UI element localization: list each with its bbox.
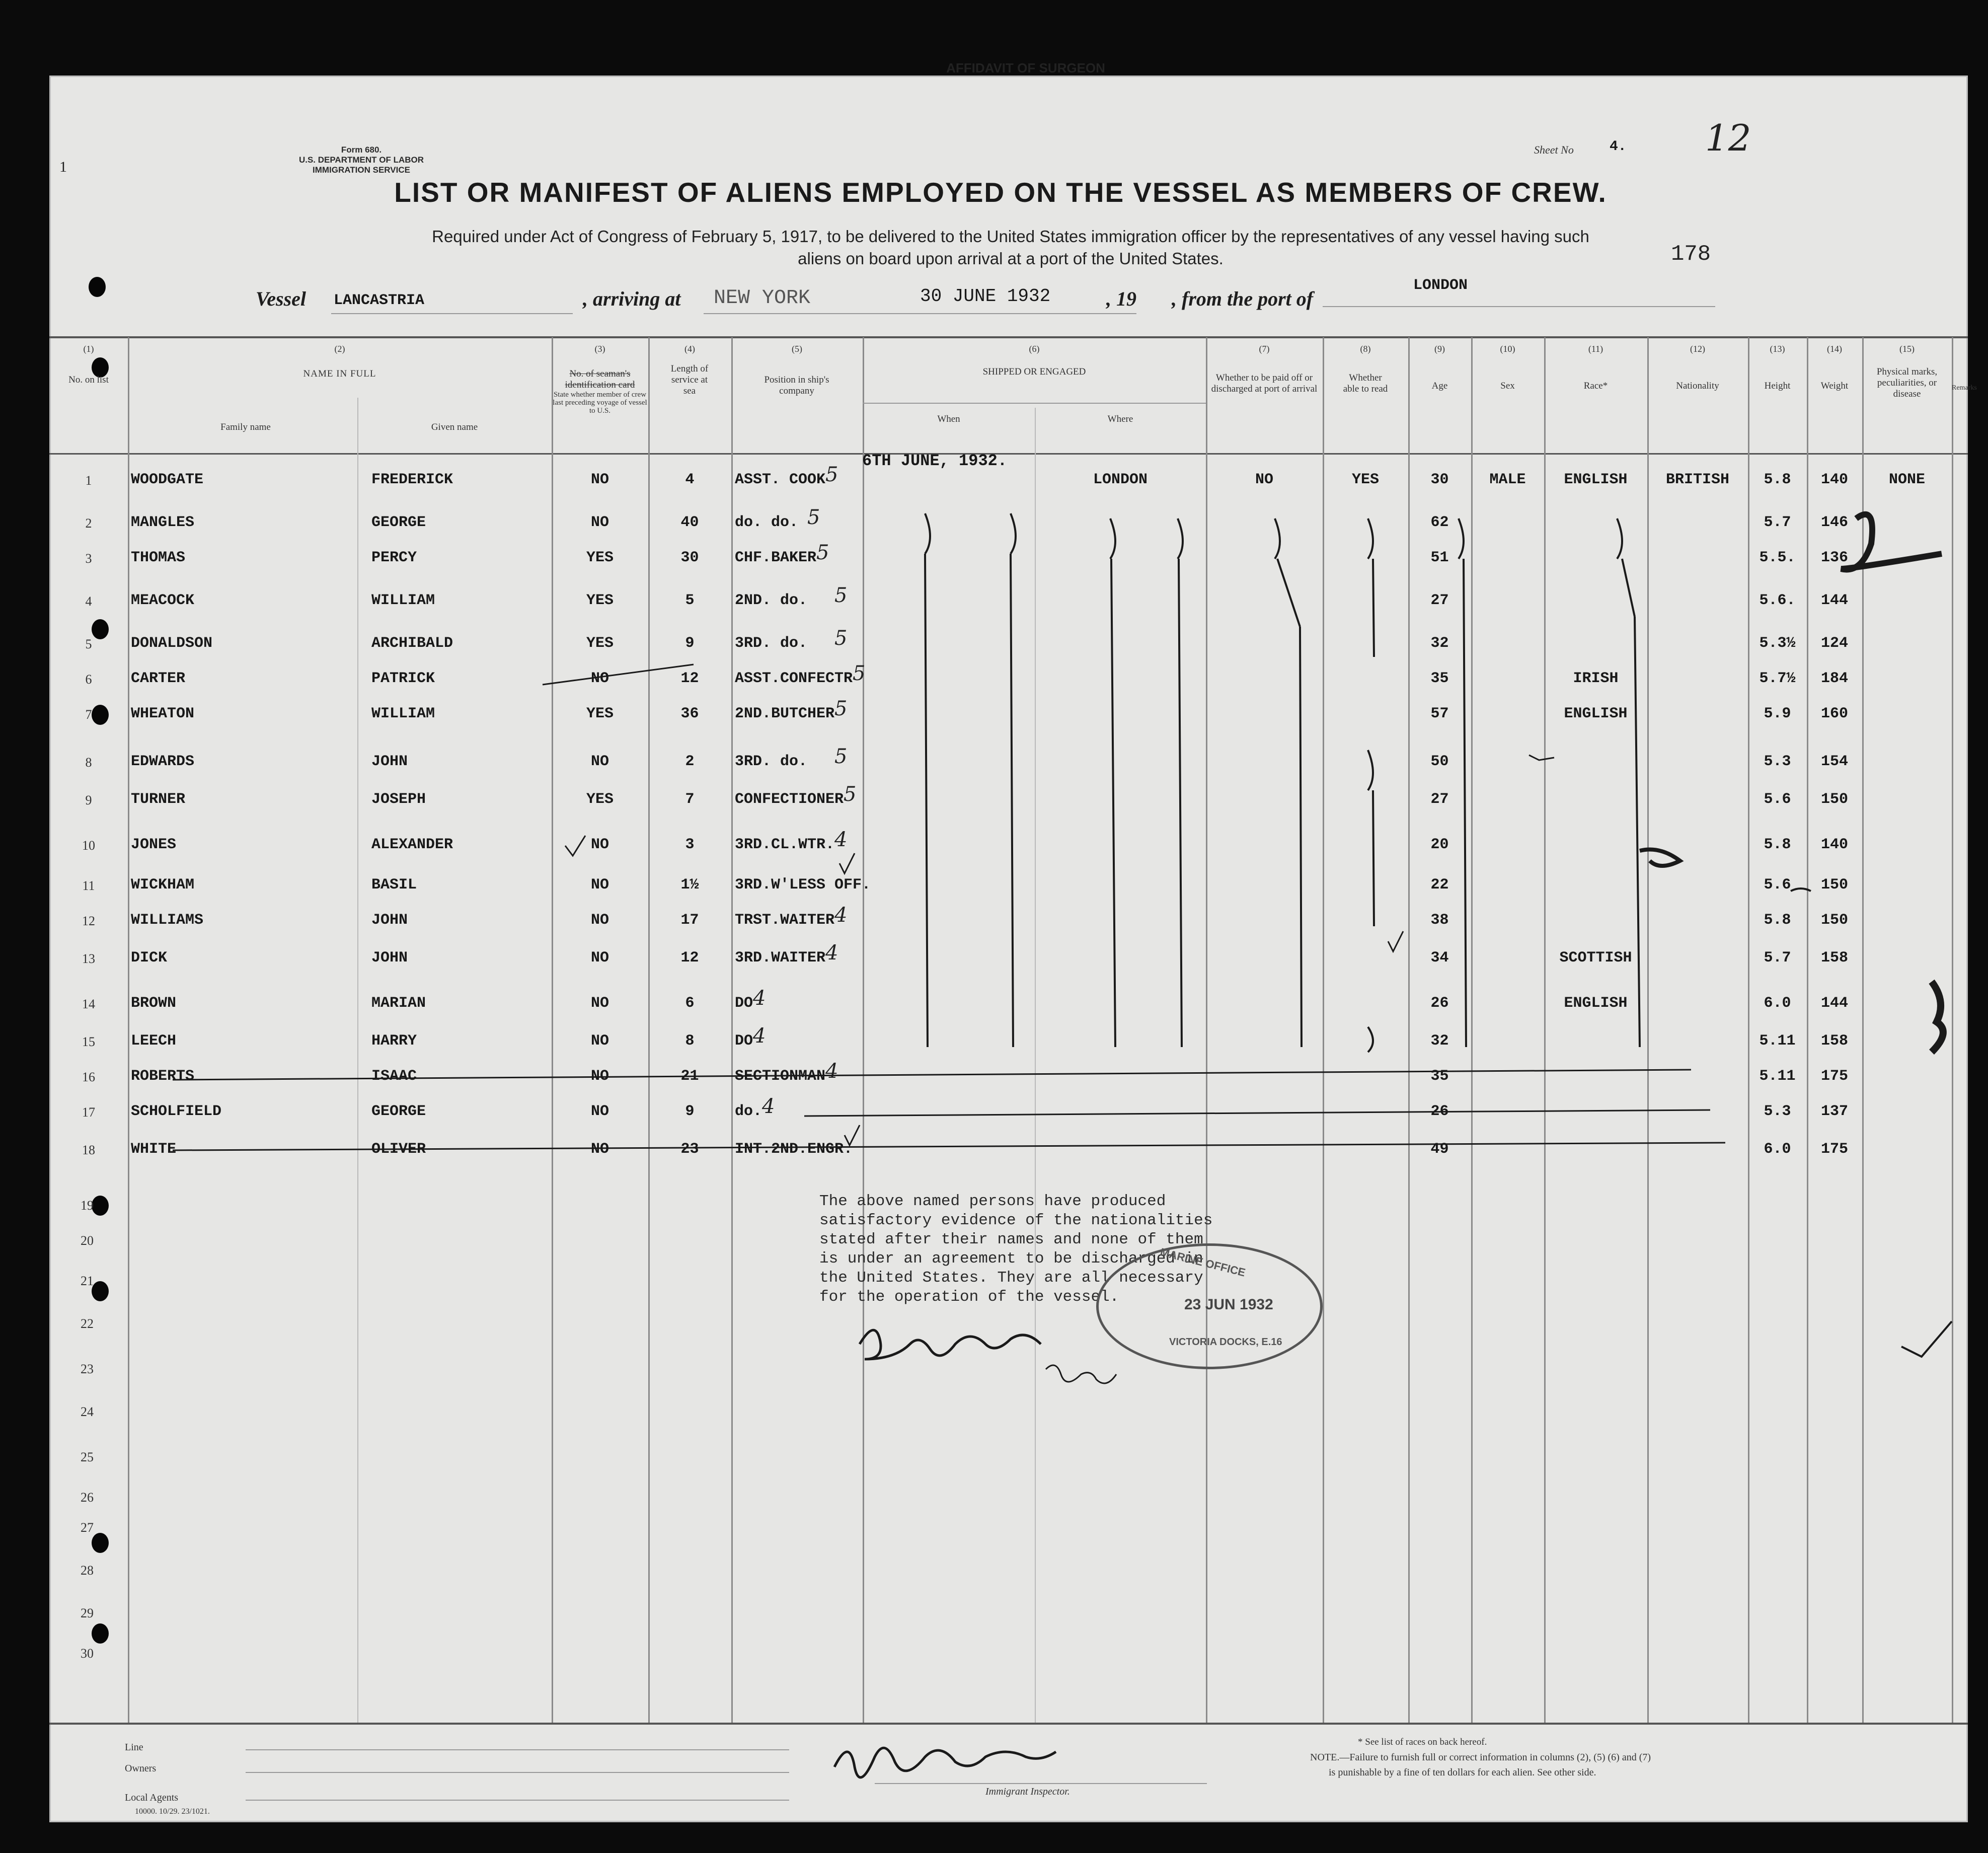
ditto-when-column [925, 513, 930, 1047]
age: 32 [1430, 1032, 1449, 1050]
ink-blot [1640, 850, 1680, 866]
given-name: MARIAN [371, 995, 426, 1012]
empty-line-number: 30 [81, 1646, 94, 1661]
position-mark: 5 [807, 506, 820, 529]
given-name: FREDERICK [371, 471, 453, 488]
family-name: LEECH [131, 1032, 177, 1050]
height: 6.0 [1764, 1141, 1791, 1158]
arrival-date: 30 JUNE 1932 [920, 286, 1051, 307]
height: 5.8 [1764, 912, 1791, 929]
weight: 150 [1820, 912, 1848, 929]
previous-voyage: NO [590, 876, 609, 894]
weight: 140 [1820, 471, 1848, 488]
weight: 154 [1820, 753, 1848, 770]
line-number: 17 [82, 1105, 95, 1120]
position-mark: 4 [834, 828, 848, 851]
previous-voyage: YES [586, 791, 614, 808]
previous-voyage: NO [590, 471, 609, 488]
length-of-service: 12 [680, 949, 699, 967]
physical-marks: NONE [1888, 471, 1925, 488]
family-name: CARTER [131, 670, 186, 687]
form-identifier: Form 680. U.S. DEPARTMENT OF LABOR IMMIGRATION SERVICE [298, 145, 424, 175]
empty-line-number: 22 [81, 1316, 94, 1331]
ditto-nationality-column [1459, 518, 1466, 1047]
length-of-service: 5 [685, 592, 695, 609]
given-name: OLIVER [371, 1141, 426, 1158]
height: 5.6. [1759, 592, 1796, 609]
family-name: MEACOCK [131, 592, 195, 609]
height: 5.11 [1759, 1032, 1796, 1050]
given-name: HARRY [371, 1032, 417, 1050]
col9-header: (9) Age [1431, 344, 1448, 391]
family-name: DICK [131, 949, 168, 967]
length-of-service: 8 [685, 1032, 695, 1050]
age: 49 [1430, 1141, 1449, 1158]
col11-header: (11) Race* [1583, 344, 1608, 391]
col5-header: (5) Position in ship's company [764, 344, 829, 396]
weight: 136 [1820, 549, 1848, 566]
line-number: 8 [85, 755, 92, 770]
given-name: ALEXANDER [371, 836, 453, 853]
age: 26 [1430, 1103, 1449, 1120]
col7-header: (7) Whether to be paid off or discharged at port of arrival [1211, 344, 1318, 394]
penalty-note-1: NOTE.—Failure to furnish full or correct information in columns (2), (5) (6) and (7) [1310, 1752, 1651, 1763]
previous-voyage: YES [586, 549, 614, 566]
races-note: * See list of races on back hereof. [1358, 1737, 1487, 1747]
given-name: PATRICK [371, 670, 435, 687]
empty-line-number: 29 [81, 1606, 94, 1620]
check-mark [1901, 1321, 1952, 1357]
weight: 160 [1820, 705, 1848, 722]
year-label: , 19 [1106, 287, 1136, 310]
check-mark [839, 853, 855, 873]
col14-header: (14) Weight [1820, 344, 1849, 391]
col2b-header: Given name [431, 422, 478, 432]
family-name: SCHOLFIELD [131, 1103, 222, 1120]
previous-voyage: YES [586, 592, 614, 609]
ditto-paid-column [1110, 518, 1115, 1047]
empty-line-number: 23 [81, 1362, 94, 1376]
length-of-service: 36 [680, 705, 699, 722]
age: 50 [1430, 753, 1449, 770]
line-number: 2 [85, 516, 92, 531]
page-title: LIST OR MANIFEST OF ALIENS EMPLOYED ON THE VESSEL AS MEMBERS OF CREW. [394, 177, 1607, 208]
corner-number: 12 [1705, 117, 1751, 159]
footer-agents-label: Local Agents [125, 1792, 179, 1803]
height: 5.6 [1764, 876, 1791, 894]
height: 5.7 [1764, 949, 1791, 967]
departure-port: LONDON [1413, 277, 1468, 294]
empty-line-number: 21 [81, 1274, 94, 1288]
nationality: BRITISH [1665, 471, 1730, 488]
length-of-service: 17 [680, 912, 699, 929]
age: 35 [1430, 1068, 1449, 1085]
position-mark: 5 [834, 584, 848, 607]
height: 5.11 [1759, 1068, 1796, 1085]
weight: 144 [1820, 995, 1848, 1012]
race: ENGLISH [1564, 471, 1628, 488]
family-name: TURNER [131, 791, 186, 808]
position: INT.2ND.ENGR. [735, 1141, 853, 1158]
col6b-header: Where [1107, 414, 1133, 424]
length-of-service: 21 [680, 1068, 699, 1085]
previous-voyage: NO [590, 836, 609, 853]
shipped-where: LONDON [1093, 471, 1148, 488]
family-name: WICKHAM [131, 876, 195, 894]
family-name: WILLIAMS [131, 912, 204, 929]
line-number: 6 [85, 672, 92, 687]
empty-line-number: 28 [81, 1563, 94, 1578]
previous-voyage: NO [590, 949, 609, 967]
position: 2ND. do. [735, 592, 808, 609]
length-of-service: 2 [685, 753, 695, 770]
ditto-read-column [1178, 518, 1183, 1047]
empty-line-number: 19 [81, 1198, 94, 1213]
line-number: 13 [82, 951, 95, 966]
position-mark: 4 [834, 904, 848, 927]
arriving-port: NEW YORK [714, 287, 811, 310]
age: 62 [1430, 514, 1449, 531]
sheet-label: Sheet No [1534, 143, 1574, 156]
previous-voyage: NO [590, 670, 609, 687]
certification-block: The above named persons have produced satisfactory evidence of the nationalities stated after their names and none of them is under an agreement to be discharged in the United States. They are all necessary for the operation of the vessel. [819, 1193, 1213, 1306]
ditto-race-column-2 [1368, 750, 1374, 926]
strike-row-17 [804, 1110, 1710, 1116]
position: 3RD. do. [735, 753, 808, 770]
inspector-label: Immigrant Inspector. [985, 1786, 1070, 1797]
weight: 140 [1820, 836, 1848, 853]
height: 5.3 [1764, 1103, 1791, 1120]
position-mark: 5 [844, 783, 857, 806]
position: CONFECTIONER [735, 791, 844, 808]
position: ASST. COOK [735, 471, 826, 488]
length-of-service: 3 [685, 836, 695, 853]
line-number: 7 [85, 707, 92, 722]
previous-voyage: NO [590, 1103, 609, 1120]
empty-line-number: 20 [81, 1233, 94, 1248]
handwriting-overlay [49, 76, 1977, 1822]
previous-voyage: YES [586, 635, 614, 652]
position: 2ND.BUTCHER [735, 705, 835, 722]
line-number: 5 [85, 637, 92, 651]
age: 34 [1430, 949, 1449, 967]
family-name: JONES [131, 836, 177, 853]
given-name: BASIL [371, 876, 417, 894]
previous-voyage: YES [586, 705, 614, 722]
line-number: 10 [82, 838, 95, 853]
height: 5.6 [1764, 791, 1791, 808]
sheet-number: 4. [1610, 139, 1627, 155]
given-name: JOHN [371, 912, 408, 929]
height: 5.9 [1764, 705, 1791, 722]
line-number: 1 [85, 473, 92, 488]
given-name: WILLIAM [371, 705, 435, 722]
weight: 146 [1820, 514, 1848, 531]
empty-line-number: 24 [81, 1404, 94, 1419]
length-of-service: 40 [680, 514, 699, 531]
position-mark: 5 [825, 463, 838, 486]
weight: 158 [1820, 1032, 1848, 1050]
footer-line-label: Line [125, 1742, 143, 1753]
position: 3RD.W'LESS OFF. [735, 876, 871, 894]
position-mark: 4 [753, 1024, 766, 1048]
line-number: 16 [82, 1070, 95, 1084]
family-name: EDWARDS [131, 753, 195, 770]
length-of-service: 1½ [680, 876, 699, 894]
master-signature [860, 1330, 1041, 1359]
weight: 175 [1820, 1141, 1848, 1158]
length-of-service: 7 [685, 791, 695, 808]
position: do. do. [735, 514, 799, 531]
length-of-service: 12 [680, 670, 699, 687]
height: 5.3 [1764, 753, 1791, 770]
race: ENGLISH [1564, 995, 1628, 1012]
age: 27 [1430, 592, 1449, 609]
length-of-service: 9 [685, 1103, 695, 1120]
inspector-signature [834, 1748, 1056, 1777]
length-of-service: 23 [680, 1141, 699, 1158]
given-name: GEORGE [371, 1103, 426, 1120]
ink-mark [1791, 888, 1811, 891]
given-name: PERCY [371, 549, 417, 566]
previous-voyage: NO [590, 912, 609, 929]
col2-header: (2) NAME IN FULL [303, 344, 376, 379]
empty-line-number: 27 [81, 1520, 94, 1535]
col15-header: (15) Physical marks, peculiarities, or disease [1876, 344, 1938, 399]
manifest-sheet [49, 60, 1977, 1822]
shipped-when: 6TH JUNE, 1932. [862, 452, 1008, 470]
position-mark: 4 [753, 987, 766, 1010]
empty-line-number: 26 [81, 1490, 94, 1505]
position: DO [735, 995, 753, 1012]
weight: 150 [1820, 791, 1848, 808]
previous-voyage: NO [590, 514, 609, 531]
weight: 184 [1820, 670, 1848, 687]
line-number: 12 [82, 914, 95, 928]
line-number: 4 [85, 594, 92, 609]
col3-header: (3) No. of seaman's identification card State whether member of crew last preceding voyage of vessel to U.S. [553, 344, 647, 415]
given-name: JOHN [371, 949, 408, 967]
given-name: ISAAC [371, 1068, 417, 1085]
family-name: MANGLES [131, 514, 195, 531]
height: 5.7 [1764, 514, 1791, 531]
check-mark [565, 836, 585, 856]
paid-off: NO [1255, 471, 1273, 488]
family-name: WHEATON [131, 705, 195, 722]
prev-strike [543, 664, 694, 685]
vessel-label: Vessel [256, 287, 306, 310]
given-name: ARCHIBALD [371, 635, 453, 652]
strike-row-18 [173, 1143, 1725, 1150]
left-mark: 1 [59, 159, 67, 175]
height: 5.5. [1759, 549, 1796, 566]
col13-header: (13) Height [1764, 344, 1791, 391]
col8-header: (8) Whether able to read [1343, 344, 1388, 394]
position-mark: 5 [853, 662, 866, 685]
race: ENGLISH [1564, 705, 1628, 722]
previous-voyage: NO [590, 1141, 609, 1158]
previous-voyage: NO [590, 1068, 609, 1085]
page-stamp: 178 [1671, 242, 1711, 267]
age: 51 [1430, 549, 1449, 566]
family-name: BROWN [131, 995, 177, 1012]
given-name: JOHN [371, 753, 408, 770]
age: 38 [1430, 912, 1449, 929]
length-of-service: 6 [685, 995, 695, 1012]
height: 5.3½ [1759, 635, 1796, 652]
length-of-service: 30 [680, 549, 699, 566]
age: 32 [1430, 635, 1449, 652]
empty-line-number: 25 [81, 1450, 94, 1464]
position: CHF.BAKER [735, 549, 817, 566]
position: SECTIONMAN [735, 1068, 826, 1085]
from-port-label: , from the port of [1172, 287, 1314, 310]
remarks-header: Remarks [1952, 384, 1977, 392]
age: 35 [1430, 670, 1449, 687]
check-mark [1388, 931, 1403, 951]
family-name: DONALDSON [131, 635, 213, 652]
vessel-name: LANCASTRIA [334, 292, 425, 309]
position-mark: 4 [762, 1095, 775, 1118]
length-of-service: 9 [685, 635, 695, 652]
age: 26 [1430, 995, 1449, 1012]
marine-office-stamp: MARINE OFFICE 23 JUN 1932 VICTORIA DOCKS, E.16 [1096, 1243, 1323, 1369]
col12-header: (12) Nationality [1676, 344, 1719, 391]
position: 3RD.WAITER [735, 949, 826, 967]
position-mark: 5 [834, 745, 848, 768]
given-name: GEORGE [371, 514, 426, 531]
able-to-read: YES [1351, 471, 1379, 488]
position-mark: 5 [834, 627, 848, 650]
position: do. [735, 1103, 762, 1120]
family-name: ROBERTS [131, 1068, 195, 1085]
line-number: 18 [82, 1143, 95, 1157]
sex: MALE [1489, 471, 1526, 488]
ditto-race-mark [1368, 1027, 1373, 1052]
ink-blot [1932, 982, 1943, 1052]
height: 5.7½ [1759, 670, 1796, 687]
line-number: 9 [85, 793, 92, 807]
check-mark [845, 1125, 860, 1145]
age: 22 [1430, 876, 1449, 894]
family-name: WHITE [131, 1141, 177, 1158]
age: 57 [1430, 705, 1449, 722]
position: ASST.CONFECTR [735, 670, 853, 687]
check-mark [1529, 755, 1554, 760]
ditto-sex-column [1275, 518, 1302, 1047]
age: 27 [1430, 791, 1449, 808]
race: SCOTTISH [1559, 949, 1632, 967]
position-mark: 5 [816, 541, 829, 564]
strike-row-16 [173, 1070, 1691, 1080]
line-number: 15 [82, 1034, 95, 1049]
age: 30 [1430, 471, 1449, 488]
col1-header: (1) No. on list [68, 344, 109, 385]
previous-voyage: NO [590, 1032, 609, 1050]
print-code: 10000. 10/29. 23/1021. [135, 1807, 210, 1816]
position-mark: 5 [834, 697, 848, 720]
weight: 144 [1820, 592, 1848, 609]
ditto-where-column [1011, 513, 1016, 1047]
penalty-note-2: is punishable by a fine of ten dollars for each alien. See other side. [1329, 1767, 1596, 1778]
age: 20 [1430, 836, 1449, 853]
length-of-service: 4 [685, 471, 695, 488]
supt-signature [1046, 1365, 1116, 1383]
position-mark: 4 [825, 1060, 838, 1083]
page-subtitle: Required under Act of Congress of February 5, 1917, to be delivered to the United States immigration officer by the representatives of any vessel having such aliens on board upon arrival at a port of the United States. [432, 227, 1589, 268]
col4-header: (4) Length of service at sea [670, 344, 709, 396]
position: TRST.WAITER [735, 912, 835, 929]
line-number: 14 [82, 997, 95, 1011]
col6-header: (6) SHIPPED OR ENGAGED [982, 344, 1086, 377]
position: 3RD.CL.WTR. [735, 836, 835, 853]
weight: 158 [1820, 949, 1848, 967]
ditto-race-column-1 [1368, 518, 1374, 657]
footer-owners-label: Owners [125, 1763, 157, 1774]
weight: 124 [1820, 635, 1848, 652]
given-name: JOSEPH [371, 791, 426, 808]
col10-header: (10) Sex [1500, 344, 1515, 391]
race: IRISH [1573, 670, 1619, 687]
height: 5.8 [1764, 836, 1791, 853]
position: 3RD. do. [735, 635, 808, 652]
family-name: THOMAS [131, 549, 186, 566]
big-2-mark [1841, 514, 1942, 570]
previous-voyage: NO [590, 995, 609, 1012]
height: 6.0 [1764, 995, 1791, 1012]
banner: AFFIDAVIT OF SURGEON [946, 60, 1105, 76]
arriving-label: , arriving at [583, 287, 681, 310]
line-number: 11 [82, 878, 95, 893]
col2a-header: Family name [220, 422, 271, 432]
weight: 137 [1820, 1103, 1848, 1120]
position: DO [735, 1032, 753, 1050]
position-mark: 4 [825, 941, 838, 965]
line-number: 3 [85, 551, 92, 566]
ditto-marks-column [1617, 518, 1640, 1047]
height: 5.8 [1764, 471, 1791, 488]
given-name: WILLIAM [371, 592, 435, 609]
col6a-header: When [937, 414, 960, 424]
previous-voyage: NO [590, 753, 609, 770]
family-name: WOODGATE [131, 471, 204, 488]
weight: 175 [1820, 1068, 1848, 1085]
weight: 150 [1820, 876, 1848, 894]
